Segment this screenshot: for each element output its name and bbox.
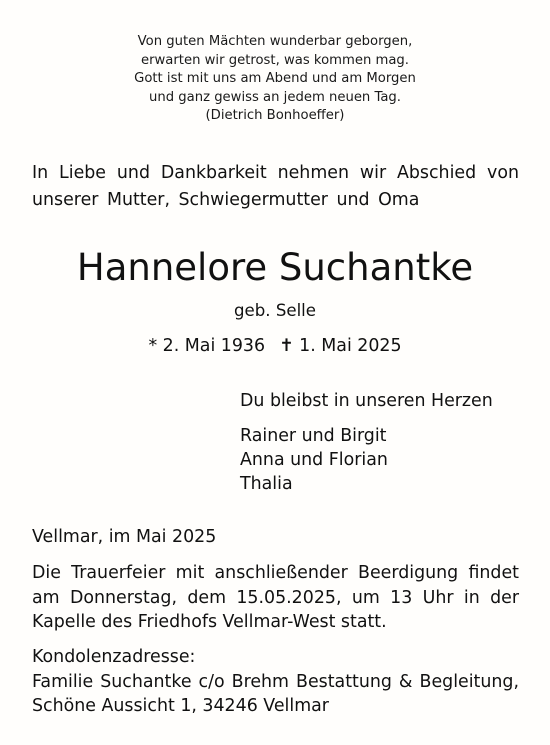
mourner-name: Thalia bbox=[240, 474, 293, 494]
mourner-name: Anna und Florian bbox=[240, 450, 388, 470]
condolence-line: Schöne Aussicht 1, 34246 Vellmar bbox=[32, 696, 329, 716]
poem-author: (Dietrich Bonhoeffer) bbox=[205, 108, 345, 124]
condolence-address bbox=[32, 645, 519, 719]
death-date: ✝ 1. Mai 2025 bbox=[279, 336, 402, 356]
life-dates bbox=[0, 334, 550, 358]
poem-line: erwarten wir getrost, was kommen mag. bbox=[140, 52, 409, 68]
condolence-heading: Kondolenzadresse: bbox=[32, 647, 196, 667]
intro-line: In Liebe und Dankbarkeit nehmen wir Abschied von bbox=[32, 163, 519, 183]
funeral-info bbox=[32, 561, 519, 635]
memorial-motto: Du bleibst in unseren Herzen bbox=[240, 391, 493, 411]
poem-line: Gott ist mit uns am Abend und am Morgen bbox=[134, 71, 416, 87]
deceased-name: Hannelore Suchantke bbox=[76, 246, 474, 289]
birth-date: * 2. Mai 1936 bbox=[148, 336, 266, 356]
mourners-list bbox=[240, 424, 388, 496]
poem-block bbox=[0, 33, 550, 126]
funeral-line: am Donnerstag, dem 15.05.2025, um 13 Uhr in der bbox=[32, 587, 519, 608]
intro-text bbox=[32, 160, 519, 214]
condolence-line: Familie Suchantke c/o Brehm Bestattung & Begleitung, bbox=[32, 671, 519, 692]
funeral-line: Kapelle des Friedhofs Vellmar-West statt. bbox=[32, 612, 387, 632]
birth-name: geb. Selle bbox=[234, 301, 316, 320]
mourner-name: Rainer und Birgit bbox=[240, 426, 387, 446]
place-date: Vellmar, im Mai 2025 bbox=[32, 527, 217, 547]
poem-line: Von guten Mächten wunderbar geborgen, bbox=[137, 34, 413, 49]
intro-line: unserer Mutter, Schwiegermutter und Oma bbox=[32, 190, 420, 210]
poem-line: und ganz gewiss an jedem neuen Tag. bbox=[148, 89, 401, 105]
funeral-line: Die Trauerfeier mit anschließender Beerdigung findet bbox=[32, 563, 519, 583]
